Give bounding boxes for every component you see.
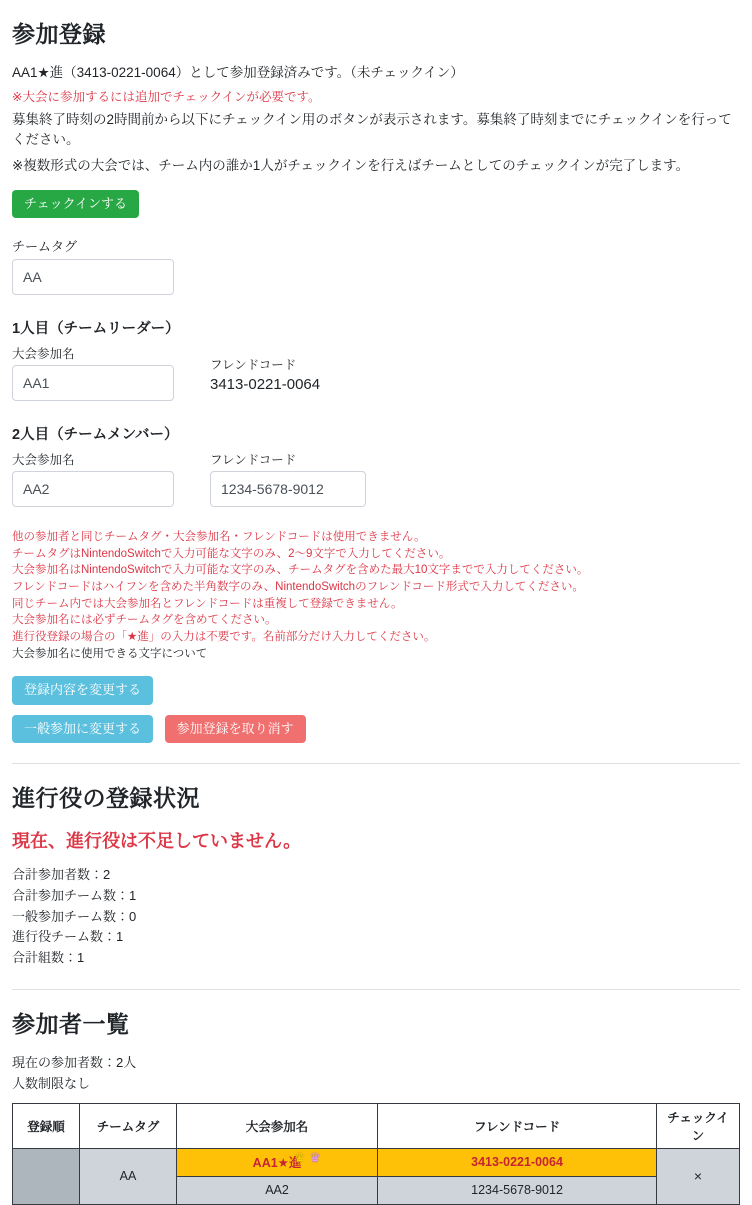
divider-1	[12, 763, 740, 764]
validation-note-3: フレンドコードはハイフンを含めた半角数字のみ、NintendoSwitchのフレンドコード形式で入力してください。	[12, 581, 584, 594]
registration-status-line: AA1★進（3413-0221-0064）として参加登録済みです。（未チェックイン）	[12, 65, 464, 80]
charset-info-link[interactable]: 大会参加名に使用できる文字について	[12, 647, 208, 660]
validation-note-1: チームタグはNintendoSwitchで入力可能な文字のみ、2〜9文字で入力してください。	[12, 547, 451, 560]
member-2-fc-group	[210, 450, 366, 507]
stat-total-groups: 合計組数：1	[12, 950, 85, 966]
team-tag-label: チームタグ	[12, 239, 78, 255]
cell-friend-code-leader: 3413-0221-0064	[378, 1148, 657, 1176]
stat-organizer-teams: 進行役チーム数：1	[12, 929, 124, 945]
member-1-fc-label: フレンドコード	[210, 358, 297, 373]
edit-button-row	[12, 676, 740, 704]
validation-notes	[12, 529, 740, 662]
member-1-heading: 1人目（チームリーダー）	[12, 321, 180, 338]
member-1-fc-group	[210, 355, 320, 401]
crown-icon-pink: ♛	[309, 1149, 326, 1165]
participants-table	[12, 1103, 740, 1205]
cell-friend-code-member: 1234-5678-9012	[378, 1176, 657, 1204]
column-checkin: チェックイン	[657, 1103, 740, 1148]
cancel-registration-button[interactable]: 参加登録を取り消す	[165, 715, 306, 743]
member-1-row	[12, 344, 740, 401]
cell-name-leader	[177, 1148, 378, 1176]
column-team-tag: チームタグ	[80, 1103, 177, 1148]
crown-icon-group	[294, 1150, 325, 1166]
edit-registration-button[interactable]: 登録内容を変更する	[12, 676, 153, 704]
column-order: 登録順	[13, 1103, 80, 1148]
team-checkin-notice: ※複数形式の大会では、チーム内の誰か1人がチェックインを行えばチームとしてのチェックインが完了します。	[12, 157, 690, 173]
page-title: 参加登録	[12, 21, 106, 47]
participants-limit: 人数制限なし	[12, 1075, 91, 1091]
member-1-fc-value: 3413-0221-0064	[210, 376, 321, 394]
validation-note-2: 大会参加名はNintendoSwitchで入力可能な文字のみ、チームタグを含めた最大10文字までで入力してください。	[12, 564, 589, 577]
column-friend-code: フレンドコード	[378, 1103, 657, 1148]
cell-checkin	[657, 1148, 740, 1204]
validation-note-4: 同じチーム内では大会参加名とフレンドコードは重複して登録できません。	[12, 597, 403, 610]
checkin-button[interactable]: チェックインする	[12, 190, 139, 218]
cell-team-tag: AA	[80, 1148, 177, 1204]
checkin-window-notice: 募集終了時刻の2時間前から以下にチェックイン用のボタンが表示されます。募集終了時刻までにチェックインを行ってください。	[12, 112, 732, 148]
stat-general-teams: 一般参加チーム数：0	[12, 908, 137, 924]
validation-note-5: 大会参加名には必ずチームタグを含めてください。	[12, 614, 277, 627]
column-name: 大会参加名	[177, 1103, 378, 1148]
member-2-fc-input[interactable]	[210, 471, 366, 507]
participants-current-count: 現在の参加者数：2人	[12, 1055, 137, 1070]
cell-name-member: AA2	[177, 1176, 378, 1204]
member-1-name-input[interactable]	[12, 365, 174, 401]
member-2-fc-label: フレンドコード	[210, 453, 297, 468]
crown-icon-yellow: ♛	[293, 1149, 310, 1165]
team-tag-input[interactable]	[12, 259, 174, 295]
organizer-status-text: 現在、進行役は不足していません。	[12, 831, 302, 852]
checkin-button-row	[12, 190, 740, 218]
validation-note-0: 他の参加者と同じチームタグ・大会参加名・フレンドコードは使用できません。	[12, 531, 426, 544]
stat-total-participants: 合計参加者数：2	[12, 867, 111, 883]
member-2-name-group	[12, 450, 174, 507]
participants-title: 参加者一覧	[12, 1011, 130, 1037]
checkin-cross-icon: ×	[693, 1168, 703, 1185]
cell-order	[13, 1148, 80, 1204]
member-2-row	[12, 450, 740, 507]
stat-total-teams: 合計参加チーム数：1	[12, 887, 137, 903]
member-2-name-label: 大会参加名	[12, 453, 75, 468]
team-tag-group	[12, 236, 740, 295]
validation-note-6: 進行役登録の場合の「★進」の入力は不要です。名前部分だけ入力してください。	[12, 631, 436, 644]
change-to-general-button[interactable]: 一般参加に変更する	[12, 715, 153, 743]
member-2-heading: 2人目（チームメンバー）	[12, 427, 179, 444]
organizer-status-title: 進行役の登録状況	[12, 785, 200, 812]
member-2-name-input[interactable]	[12, 471, 174, 507]
divider-2	[12, 989, 740, 990]
member-1-name-group	[12, 344, 174, 401]
leader-name-text: AA1★進	[252, 1156, 302, 1171]
member-1-name-label: 大会参加名	[12, 347, 75, 362]
table-row	[13, 1148, 740, 1176]
table-header-row	[13, 1103, 740, 1148]
secondary-button-row	[12, 715, 740, 743]
checkin-required-notice: ※大会に参加するには追加でチェックインが必要です。	[12, 90, 321, 105]
